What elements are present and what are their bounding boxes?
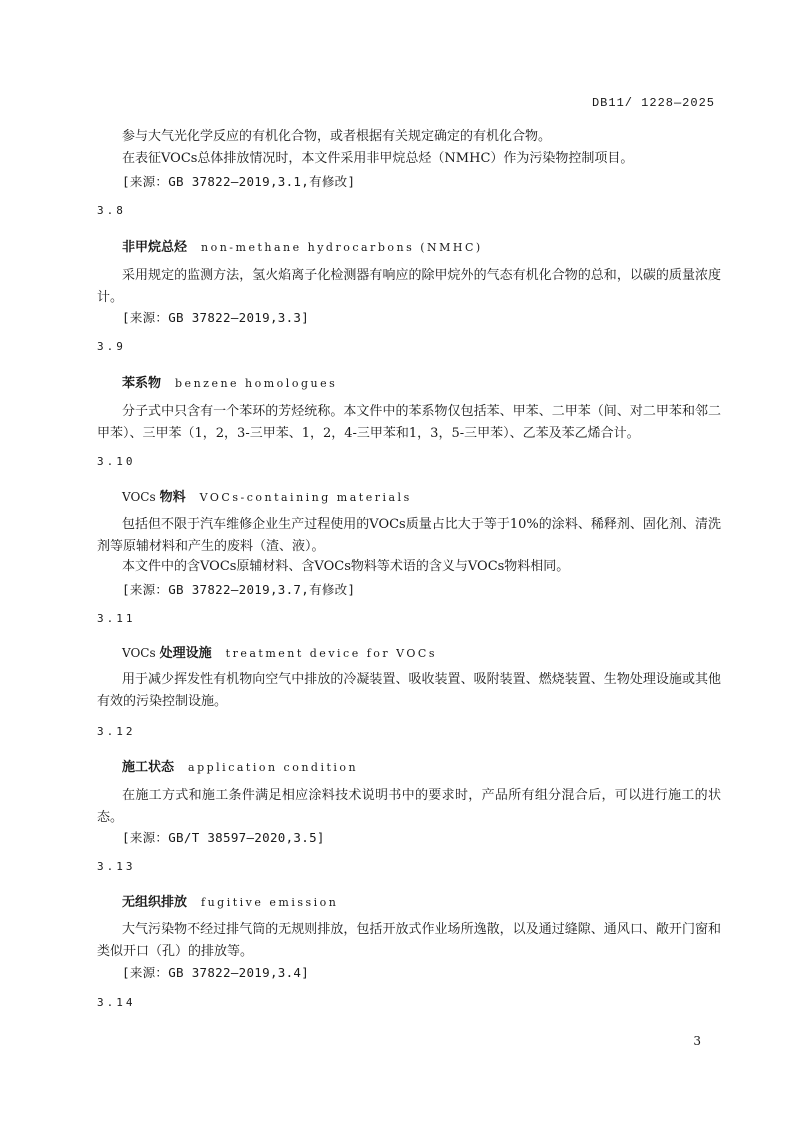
term-zh: 无组织排放 <box>122 895 188 910</box>
clause-number-3-12: 3.12 <box>97 725 136 738</box>
clause-number-3-10: 3.10 <box>97 455 136 468</box>
term-en: VOCs-containing materials <box>199 491 412 504</box>
document-code: DB11/ 1228—2025 <box>591 96 715 110</box>
clause-number-3-13: 3.13 <box>97 860 136 873</box>
source-3-8: [来源：GB 37822—2019,3.3] <box>122 310 310 325</box>
term-3-9 <box>122 372 337 391</box>
definition-3-10: 包括但不限于汽车维修企业生产过程使用的VOCs质量占比大于等于10%的涂料、稀释剂、固化剂、清洗剂等原辅材料和产生的废料（渣、液）。 <box>97 517 721 554</box>
term-prefix: VOCs <box>122 490 156 504</box>
term-3-8 <box>122 236 483 255</box>
source-3-13: [来源：GB 37822—2019,3.4] <box>122 965 310 980</box>
clause-number-3-8: 3.8 <box>97 204 126 217</box>
term-zh: 苯系物 <box>122 376 162 391</box>
definition-3-13: 大气污染物不经过排气筒的无规则排放，包括开放式作业场所逸散，以及通过缝隙、通风口、敞开门窗和类似开口（孔）的排放等。 <box>97 922 721 959</box>
term-3-13 <box>122 891 338 910</box>
term-zh: 非甲烷总烃 <box>122 240 188 255</box>
term-en: fugitive emission <box>201 896 339 909</box>
page-number: 3 <box>693 1034 701 1048</box>
definition-3-11: 用于减少挥发性有机物向空气中排放的冷凝装置、吸收装置、吸附装置、燃烧装置、生物处理设施或其他有效的污染控制设施。 <box>97 672 721 709</box>
intro-line-2: 在表征VOCs总体排放情况时，本文件采用非甲烷总烃（NMHC）作为污染物控制项目。 <box>122 151 634 166</box>
term-prefix: VOCs <box>122 646 156 660</box>
term-3-11 <box>122 642 437 661</box>
term-en: non-methane hydrocarbons (NMHC) <box>201 241 483 254</box>
clause-number-3-9: 3.9 <box>97 340 126 353</box>
term-en: application condition <box>188 761 359 774</box>
note-3-10: 本文件中的含VOCs原辅材料、含VOCs物料等术语的含义与VOCs物料相同。 <box>122 559 570 574</box>
term-zh: 物料 <box>159 490 186 505</box>
clause-number-3-11: 3.11 <box>97 612 136 625</box>
term-zh: 处理设施 <box>159 646 212 661</box>
term-3-10 <box>122 486 412 505</box>
definition-3-8: 采用规定的监测方法，氢火焰离子化检测器有响应的除甲烷外的气态有机化合物的总和，以碳的质量浓度计。 <box>97 268 721 305</box>
intro-line-1: 参与大气光化学反应的有机化合物，或者根据有关规定确定的有机化合物。 <box>122 129 552 144</box>
source-3-10: [来源：GB 37822—2019,3.7,有修改] <box>122 582 356 597</box>
definition-3-9: 分子式中只含有一个苯环的芳烃统称。本文件中的苯系物仅包括苯、甲苯、二甲苯（间、对二甲苯和邻二甲苯）、三甲苯（1，2，3-三甲苯、1，2，4-三甲苯和1，3，5-三甲苯）、乙苯及苯乙烯合计。 <box>97 404 721 441</box>
intro-source: [来源：GB 37822—2019,3.1,有修改] <box>122 174 356 189</box>
source-3-12: [来源：GB/T 38597—2020,3.5] <box>122 830 325 845</box>
term-zh: 施工状态 <box>122 760 175 775</box>
term-3-12 <box>122 756 358 775</box>
term-en: benzene homologues <box>175 377 338 390</box>
term-en: treatment device for VOCs <box>225 647 437 660</box>
clause-number-3-14: 3.14 <box>97 996 136 1009</box>
definition-3-12: 在施工方式和施工条件满足相应涂料技术说明书中的要求时，产品所有组分混合后，可以进行施工的状态。 <box>97 788 721 825</box>
